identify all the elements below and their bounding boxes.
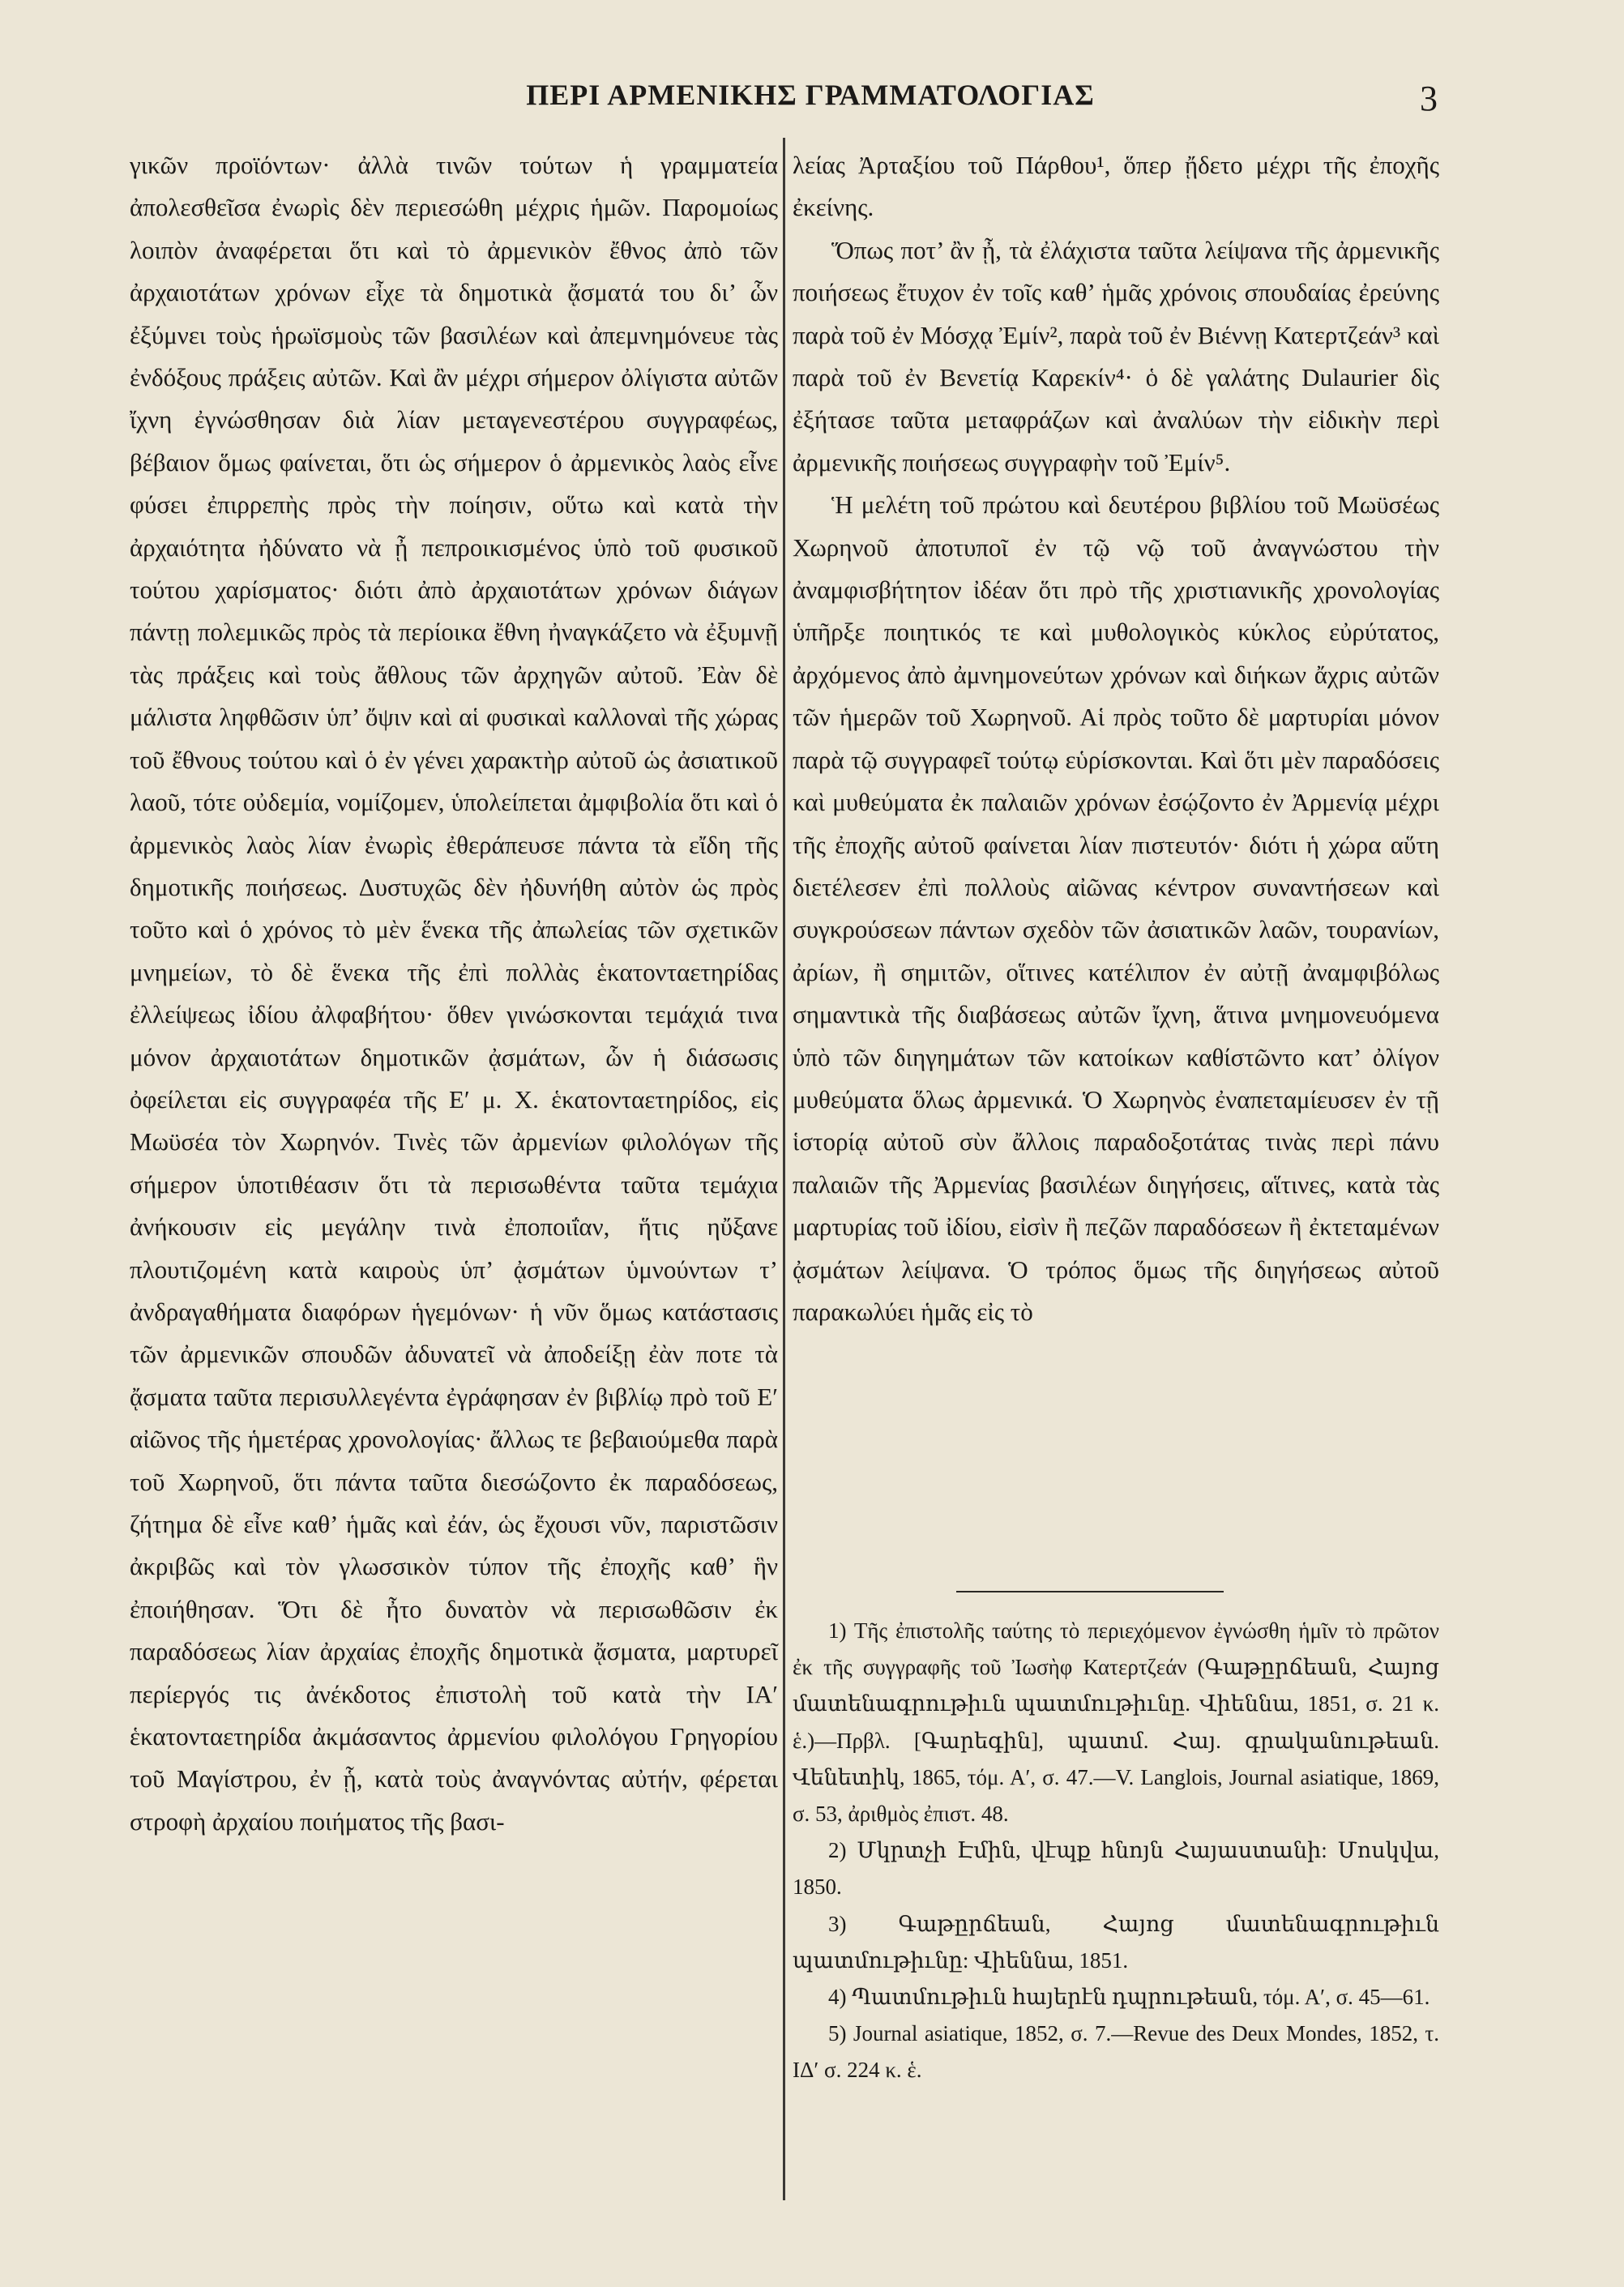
right-paragraph-3: Ἡ μελέτη τοῦ πρώτου καὶ δευτέρου βιβλίου τοῦ Μωϋσέως Χωρηνοῦ ἀποτυποῖ ἐν τῷ νῷ τοῦ ἀναγνώστου τὴν ἀναμφισβήτητον ἰδέαν ὅτι πρὸ τῆς χριστιανικῆς χρονολογίας ὑπῆρξε ποιητικός τε καὶ μυθολογικὸς κύκλος εὐρύτατος, ἀρχόμενος ἀπὸ ἀμνημονεύτων χρόνων καὶ διήκων ἄχρις αὐτῶν τῶν ἡμερῶν τοῦ Χωρηνοῦ. Αἱ πρὸς τοῦτο δὲ μαρτυρίαι μόνον παρὰ τῷ συγγραφεῖ τούτῳ εὑρίσκονται. Καὶ ὅτι μὲν παραδόσεις καὶ μυθεύματα ἐκ παλαιῶν χρόνων ἐσῴζοντο ἐν Ἀρμενίᾳ μέχρι τῆς ἐποχῆς αὐτοῦ φαίνεται λίαν πιστευτόν· διότι ἡ χώρα αὕτη διετέλεσεν ἐπὶ πολλοὺς αἰῶνας κέντρον συναντήσεων καὶ συγκρούσεων πάντων σχεδὸν τῶν ἀσιατικῶν λαῶν, τουρανίων, ἀρίων, ἢ σημιτῶν, οἵτινες κατέλιπον ἐν αὐτῇ ἀναμφιβόλως σημαντικὰ τῆς διαβάσεως αὐτῶν ἴχνη, ἅτινα μνημονευόμενα ὑπὸ τῶν διηγημάτων τῶν κατοίκων καθίστῶντο κατ’ ὀλίγον μυθεύματα ὅλως ἀρμενικά. Ὁ Χωρηνὸς ἐναπεταμίευσεν ἐν τῇ ἱστορίᾳ αὐτοῦ σὺν ἄλλοις παραδοξοτάτας τινὰς περὶ πάνυ παλαιῶν τῆς Ἀρμενίας βασιλέων διηγήσεις, αἵτινες, κατὰ τὰς μαρτυρίας τοῦ ἰδίου, εἰσὶν ἢ πεζῶν παραδόσεων ἢ ἐκτεταμένων ᾀσμάτων λείψανα. Ὁ τρόπος ὅμως τῆς διηγήσεως αὐτοῦ παρακωλύει ἡμᾶς εἰς τὸ bbox=[793, 490, 1439, 1326]
right-paragraph-1: λείας Ἀρταξίου τοῦ Πάρθου¹, ὅπερ ᾔδετο μέχρι τῆς ἐποχῆς ἐκείνης. bbox=[793, 151, 1439, 222]
right-column bbox=[793, 144, 1439, 1333]
right-paragraph-2: Ὅπως ποτ’ ἂν ᾖ, τὰ ἐλάχιστα ταῦτα λείψανα τῆς ἀρμενικῆς ποιήσεως ἔτυχον ἐν τοῖς καθ’ ἡμᾶς χρόνοις σπουδαίας ἐρεύνης παρὰ τοῦ ἐν Μόσχᾳ Ἐμίν², παρὰ τοῦ ἐν Βιέννῃ Κατερτζεάν³ καὶ παρὰ τοῦ ἐν Βενετίᾳ Καρεκίν⁴· ὁ δὲ γαλάτης Dulaurier δὶς ἐξήτασε ταῦτα μεταφράζων καὶ ἀναλύων τὴν εἰδικὴν περὶ ἀρμενικῆς ποιήσεως συγγραφὴν τοῦ Ἐμίν⁵. bbox=[793, 235, 1439, 477]
running-title: ΠΕΡΙ ΑΡΜΕΝΙΚΗΣ ΓΡΑΜΜΑΤΟΛΟΓΙΑΣ bbox=[526, 79, 1095, 111]
left-paragraph-1: γικῶν προϊόντων· ἀλλὰ τινῶν τούτων ἡ γραμματεία ἀπολεσθεῖσα ἐνωρὶς δὲν περιεσώθη μέχρις ἡμῶν. Παρομοίως λοιπὸν ἀναφέρεται ὅτι καὶ τὸ ἀρμενικὸν ἔθνος ἀπὸ τῶν ἀρχαιοτάτων χρόνων εἶχε τὰ δημοτικὰ ᾄσματά του δι’ ὧν ἐξύμνει τοὺς ἡρωϊσμοὺς τῶν βασιλέων καὶ ἀπεμνημόνευε τὰς ἐνδόξους πράξεις αὐτῶν. Καὶ ἂν μέχρι σήμερον ὀλίγιστα αὐτῶν ἴχνη ἐγνώσθησαν διὰ λίαν μεταγενεστέρου συγγραφέως, βέβαιον ὅμως φαίνεται, ὅτι ὡς σήμερον ὁ ἀρμενικὸς λαὸς εἶνε φύσει ἐπιρρεπὴς πρὸς τὴν ποίησιν, οὕτω καὶ κατὰ τὴν ἀρχαιότητα ἠδύνατο νὰ ᾖ πεπροικισμένος ὑπὸ τοῦ φυσικοῦ τούτου χαρίσματος· διότι ἀπὸ ἀρχαιοτάτων χρόνων διάγων πάντῃ πολεμικῶς πρὸς τὰ περίοικα ἔθνη ἠναγκάζετο νὰ ἐξυμνῇ τὰς πράξεις καὶ τοὺς ἄθλους τῶν ἀρχηγῶν αὐτοῦ. Ἐὰν δὲ μάλιστα ληφθῶσιν ὑπ’ ὄψιν καὶ αἱ φυσικαὶ καλλοναὶ τῆς χώρας τοῦ ἔθνους τούτου καὶ ὁ ἐν γένει χαρακτὴρ αὐτοῦ ὡς ἀσιατικοῦ λαοῦ, τότε οὐδεμία, νομίζομεν, ὑπολείπεται ἀμφιβολία ὅτι καὶ ὁ ἀρμενικὸς λαὸς λίαν ἐνωρὶς ἐθεράπευσε πάντα τὰ εἴδη τῆς δημοτικῆς ποιήσεως. Δυστυχῶς δὲν ἠδυνήθη αὐτὸν ὡς πρὸς τοῦτο καὶ ὁ χρόνος τὸ μὲν ἕνεκα τῆς ἀπωλείας τῶν σχετικῶν μνημείων, τὸ δὲ ἕνεκα τῆς ἐπὶ πολλὰς ἑκατονταετηρίδας ἐλλείψεως ἰδίου ἀλφαβήτου· ὅθεν γινώσκονται τεμάχιά τινα μόνον ἀρχαιοτάτων δημοτικῶν ᾀσμάτων, ὧν ἡ διάσωσις ὀφείλεται εἰς συγγραφέα τῆς Ε′ μ. Χ. ἑκατονταετηρίδος, εἰς Μωϋσέα τὸν Χωρηνόν. Τινὲς τῶν ἀρμενίων φιλολόγων τῆς σήμερον ὑποτιθέασιν ὅτι τὰ περισωθέντα ταῦτα τεμάχια ἀνήκουσιν εἰς μεγάλην τινὰ ἐποποιΐαν, ἥτις ηὔξανε πλουτιζομένη κατὰ καιροὺς ὑπ’ ᾀσμάτων ὑμνούντων τ’ ἀνδραγαθήματα διαφόρων ἡγεμόνων· ἡ νῦν ὅμως κατάστασις τῶν ἀρμενικῶν σπουδῶν ἀδυνατεῖ νὰ ἀποδείξῃ ἐὰν ποτε τὰ ᾄσματα ταῦτα περισυλλεγέντα ἐγράφησαν ἐν βιβλίῳ πρὸ τοῦ Ε′ αἰῶνος τῆς ἡμετέρας χρονολογίας· ἄλλως τε βεβαιούμεθα παρὰ τοῦ Χωρηνοῦ, ὅτι πάντα ταῦτα διεσώζοντο ἐκ παραδόσεως, ζήτημα δὲ εἶνε καθ’ ἡμᾶς καὶ ἐάν, ὡς ἔχουσι νῦν, παριστῶσιν ἀκριβῶς καὶ τὸν γλωσσικὸν τύπον τῆς ἐποχῆς καθ’ ἣν ἐποιήθησαν. Ὅτι δὲ ἦτο δυνατὸν νὰ περισωθῶσιν ἐκ παραδόσεως λίαν ἀρχαίας ἐποχῆς δημοτικὰ ᾄσματα, μαρτυρεῖ περίεργός τις ἀνέκδοτος ἐπιστολὴ τοῦ κατὰ τὴν ΙΑ′ ἑκατονταετηρίδα ἀκμάσαντος ἀρμενίου φιλολόγου Γρηγορίου τοῦ Μαγίστρου, ἐν ᾗ, κατὰ τοὺς ἀναγνόντας αὐτήν, φέρεται στροφὴ ἀρχαίου ποιήματος τῆς βασι- bbox=[130, 151, 778, 1836]
footnote-1: 1) Τῆς ἐπιστολῆς ταύτης τὸ περιεχόμενον ἐγνώσθη ἡμῖν τὸ πρῶτον ἐκ τῆς συγγραφῆς τοῦ Ἰωσὴφ Κατερτζεάν (Գաթըրճեան, Հայոց մատենագրութիւն պատմութիւնը. Վիեննա, 1851, σ. 21 κ. ἑ.)—Πρβλ. [Գարեգին], պատմ. Հայ. գրականութեան. Վենետիկ, 1865, τόμ. Α′, σ. 47.—V. Langlois, Journal asiatique, 1869, σ. 53, ἀριθμὸς ἐπιστ. 48. bbox=[793, 1618, 1439, 1827]
footnotes bbox=[793, 1613, 1439, 2089]
footnote-5: 5) Journal asiatique, 1852, σ. 7.—Revue des Deux Mondes, 1852, τ. ΙΔ′ σ. 224 κ. ἑ. bbox=[793, 2021, 1439, 2083]
left-column bbox=[130, 144, 778, 1843]
footnote-3: 3) Գաթըրճեան, Հայոց մատենագրութիւն պատմութիւնը: Վիեննա, 1851. bbox=[793, 1911, 1439, 1973]
column-divider-wrap bbox=[783, 138, 785, 2200]
running-head bbox=[0, 78, 1624, 126]
footnote-2: 2) Մկրտչի Էմին, վէպք հնոյն Հայաստանի: Մոսկվա, 1850. bbox=[793, 1838, 1439, 1900]
column-divider bbox=[783, 138, 785, 2200]
page-number: 3 bbox=[1420, 79, 1438, 118]
footnote-rule bbox=[956, 1591, 1224, 1592]
footnote-4: 4) Պատմութիւն հայերէն դպրութեան, τόμ. Α′, σ. 45—61. bbox=[828, 1985, 1430, 2010]
